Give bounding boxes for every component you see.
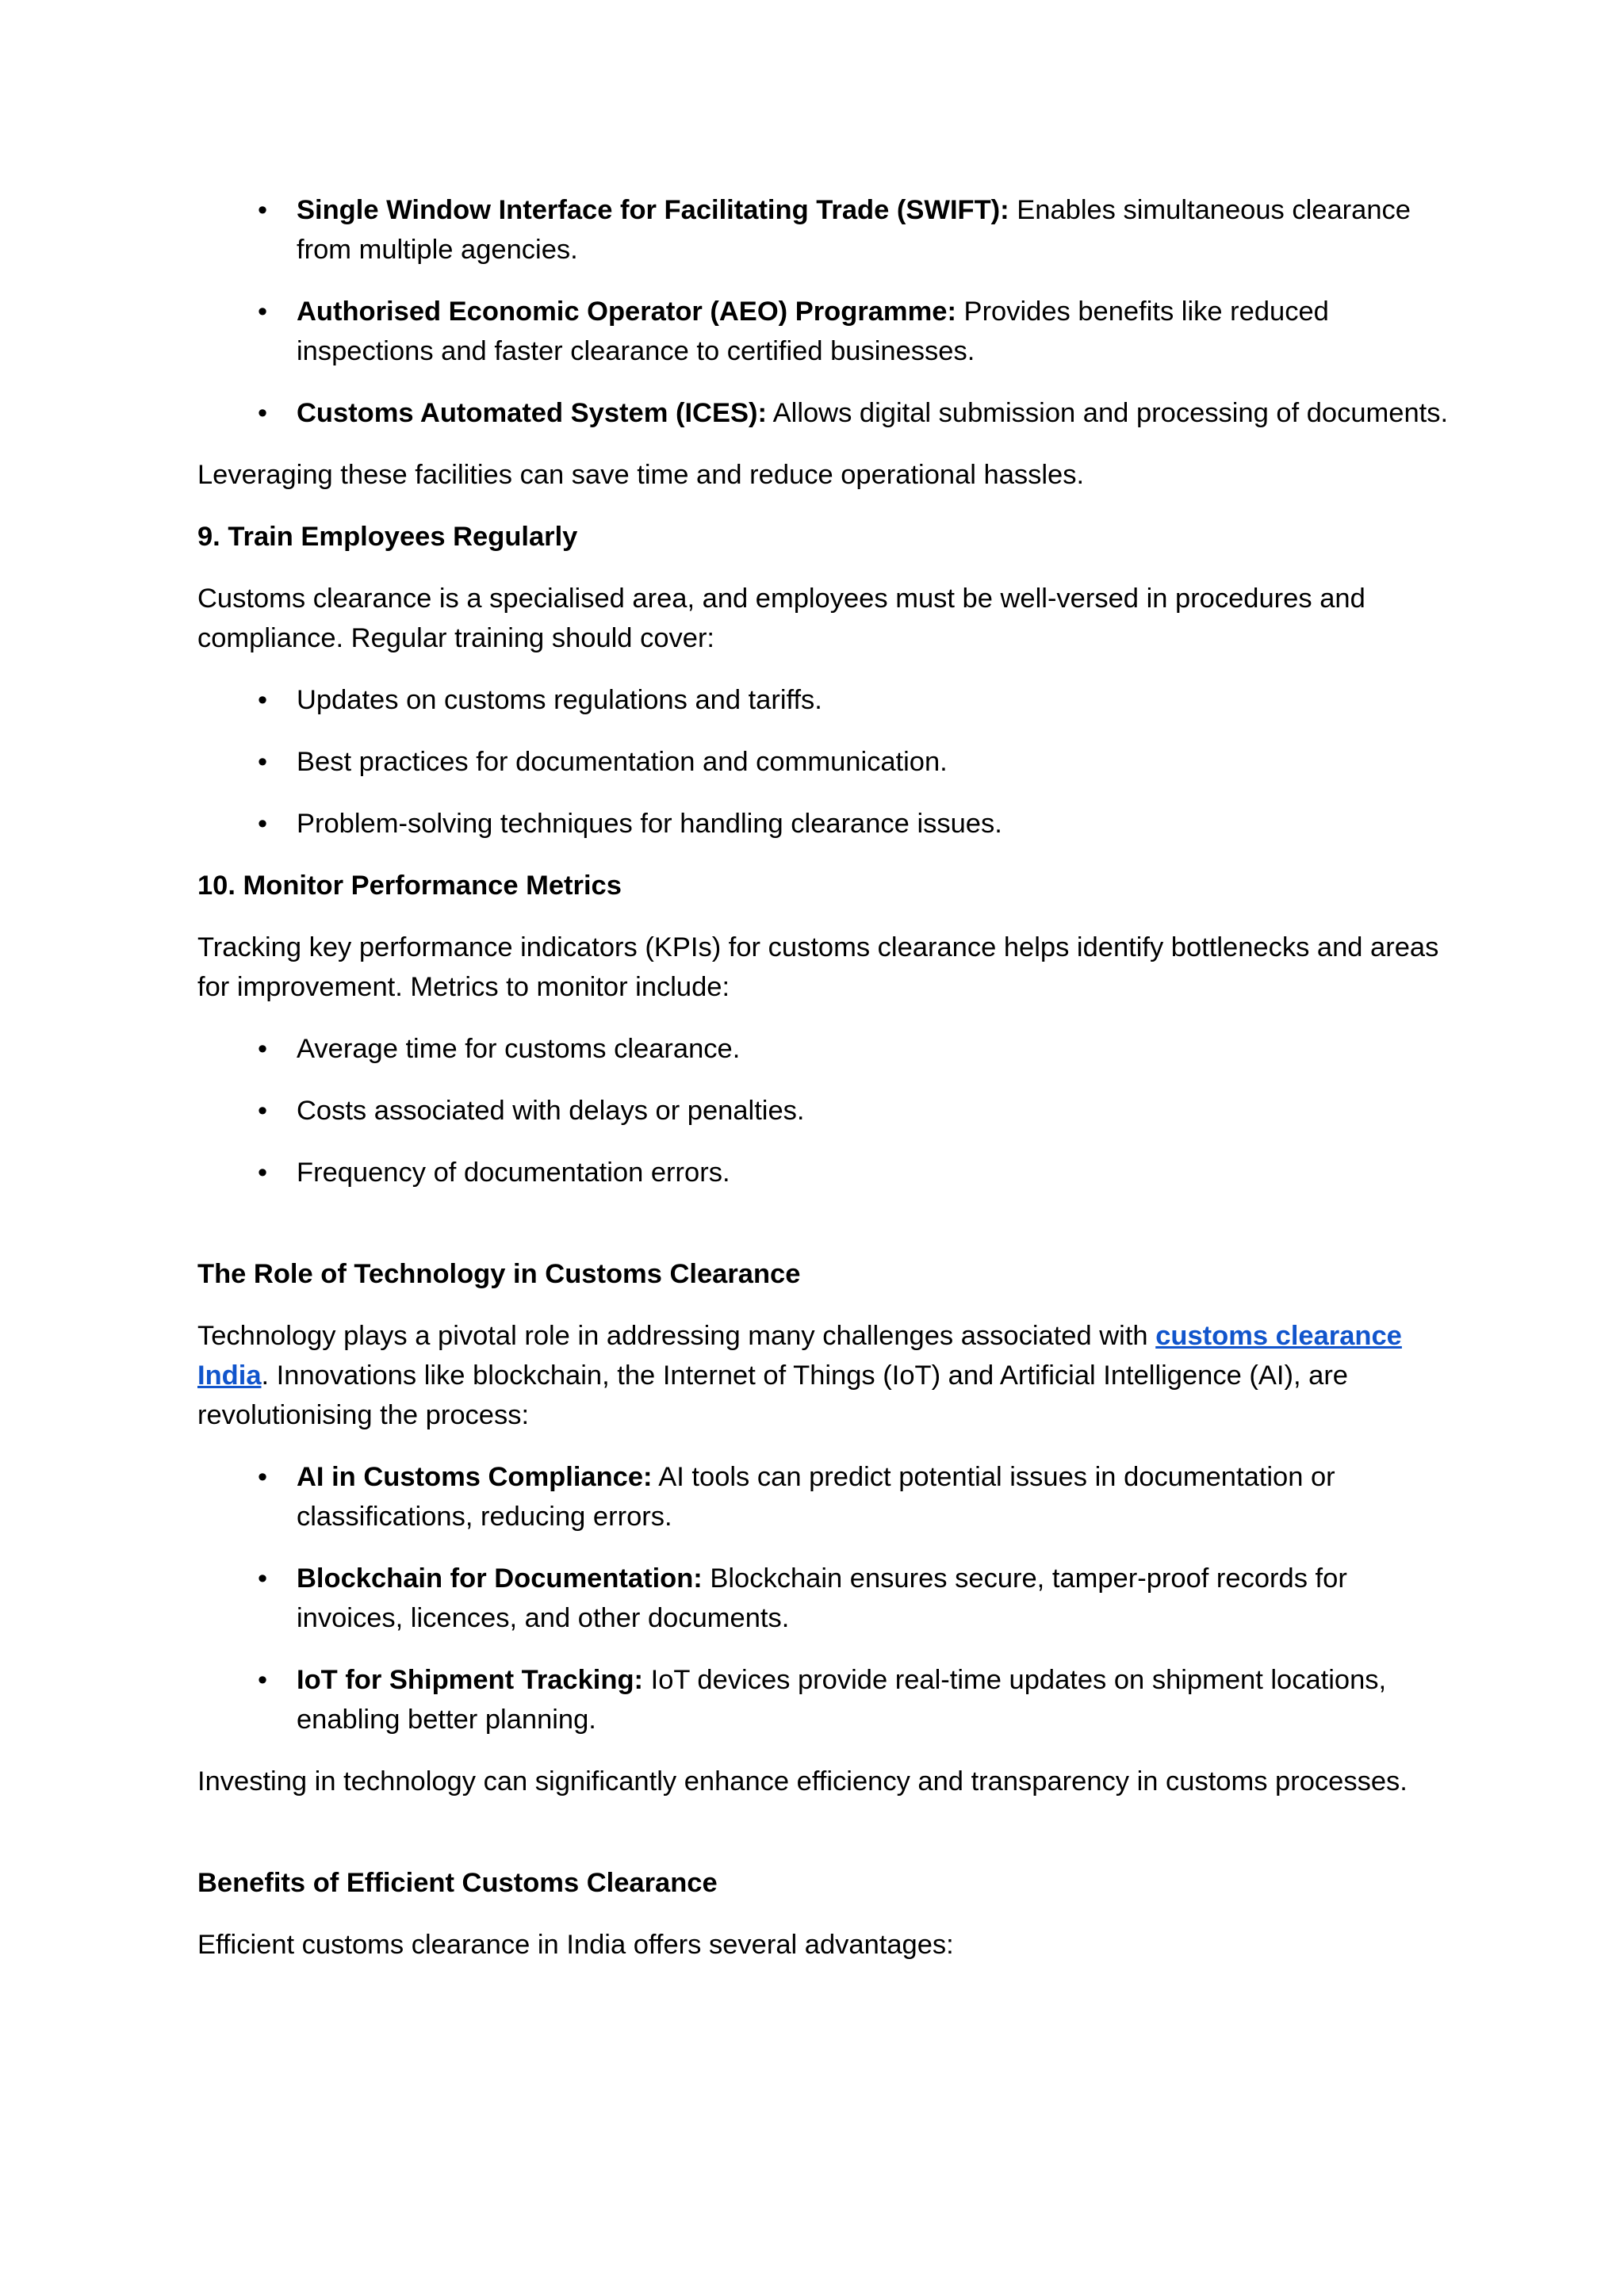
bullet-icon: • <box>257 685 268 715</box>
paragraph-text: . Innovations like blockchain, the Internet of Things (IoT) and Artificial Intelligence (AI), are revolutionising the process: <box>197 1360 1348 1430</box>
training-topics-list <box>197 680 1450 844</box>
list-item <box>197 1660 1450 1739</box>
item-text: Best practices for documentation and communication. <box>297 747 948 777</box>
bullet-icon: • <box>257 1034 268 1064</box>
item-text: Enables simultaneous clearance from multiple agencies. <box>297 195 1411 265</box>
list-item <box>197 1457 1450 1536</box>
trade-facilities-list <box>197 190 1450 433</box>
item-text: AI tools can predict potential issues in documentation or classifications, reducing errors. <box>297 1462 1335 1532</box>
item-text: Provides benefits like reduced inspections and faster clearance to certified businesses. <box>297 297 1329 366</box>
item-text: Average time for customs clearance. <box>297 1034 741 1064</box>
metrics-list <box>197 1029 1450 1192</box>
bullet-icon: • <box>257 297 268 327</box>
bullet-icon: • <box>257 1158 268 1188</box>
bullet-icon: • <box>257 809 268 839</box>
section-heading: The Role of Technology in Customs Clearance <box>197 1259 801 1289</box>
list-item <box>197 742 1450 782</box>
bullet-icon: • <box>257 1563 268 1594</box>
list-item <box>197 804 1450 844</box>
section-heading: 9. Train Employees Regularly <box>197 522 578 552</box>
document-body <box>197 190 1450 1987</box>
item-lead: Single Window Interface for Facilitating Trade (SWIFT): <box>297 195 1009 225</box>
item-text: IoT devices provide real-time updates on shipment locations, enabling better planning. <box>297 1665 1387 1735</box>
customs-clearance-india-link[interactable]: customs clearance India <box>197 1321 1402 1391</box>
bullet-icon: • <box>257 1096 268 1126</box>
paragraph: Tracking key performance indicators (KPIs) for customs clearance helps identify bottlenecks and areas for improvement. Metrics to monitor include: <box>197 932 1439 1002</box>
list-item <box>197 393 1450 433</box>
list-item <box>197 680 1450 720</box>
paragraph-text: Technology plays a pivotal role in addressing many challenges associated with <box>197 1321 1156 1351</box>
item-lead: AI in Customs Compliance: <box>297 1462 653 1492</box>
list-item <box>197 1559 1450 1638</box>
bullet-icon: • <box>257 398 268 428</box>
paragraph: Efficient customs clearance in India offers several advantages: <box>197 1930 954 1960</box>
item-text: Problem-solving techniques for handling clearance issues. <box>297 809 1002 839</box>
item-text: Frequency of documentation errors. <box>297 1158 730 1188</box>
section-heading: 10. Monitor Performance Metrics <box>197 871 622 901</box>
item-text: Blockchain ensures secure, tamper-proof records for invoices, licences, and other documents. <box>297 1563 1347 1633</box>
list-item <box>197 1029 1450 1069</box>
technology-list <box>197 1457 1450 1739</box>
item-text: Allows digital submission and processing of documents. <box>766 398 1449 428</box>
bullet-icon: • <box>257 1462 268 1492</box>
bullet-icon: • <box>257 1665 268 1695</box>
bullet-icon: • <box>257 195 268 225</box>
paragraph <box>197 1316 1450 1435</box>
paragraph: Leveraging these facilities can save time and reduce operational hassles. <box>197 460 1085 490</box>
list-item <box>197 292 1450 371</box>
item-lead: IoT for Shipment Tracking: <box>297 1665 644 1695</box>
list-item <box>197 190 1450 270</box>
list-item <box>197 1153 1450 1192</box>
item-text: Costs associated with delays or penalties. <box>297 1096 805 1126</box>
section-heading: Benefits of Efficient Customs Clearance <box>197 1868 718 1898</box>
paragraph: Customs clearance is a specialised area, and employees must be well-versed in procedures and compliance. Regular training should cover: <box>197 584 1365 653</box>
item-lead: Blockchain for Documentation: <box>297 1563 703 1594</box>
item-lead: Customs Automated System (ICES): <box>297 398 767 428</box>
item-lead: Authorised Economic Operator (AEO) Programme: <box>297 297 956 327</box>
paragraph: Investing in technology can significantly enhance efficiency and transparency in customs processes. <box>197 1766 1408 1797</box>
list-item <box>197 1091 1450 1131</box>
item-text: Updates on customs regulations and tariffs. <box>297 685 822 715</box>
bullet-icon: • <box>257 747 268 777</box>
